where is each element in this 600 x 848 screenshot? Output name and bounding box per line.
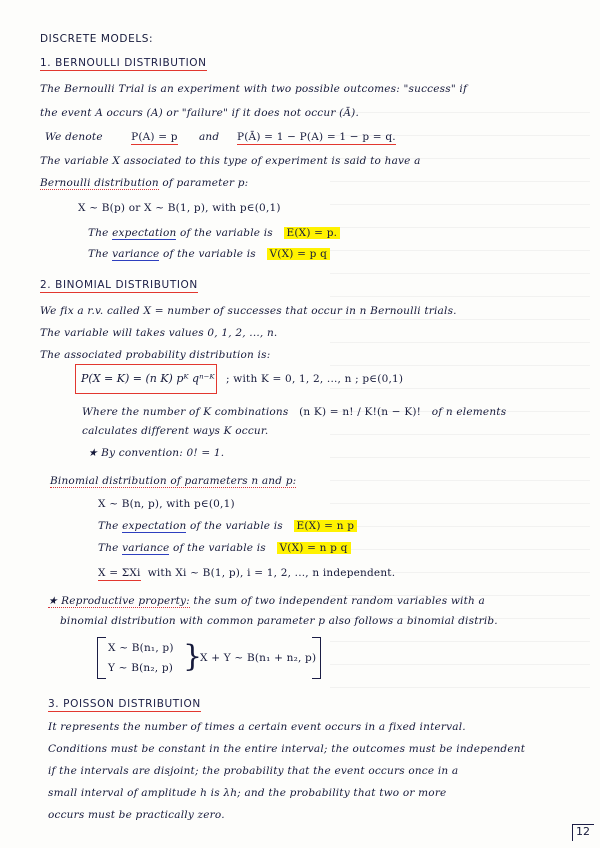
reproductive-property-line-1: ★ Reproductive property: the sum of two independent random variables with a: [48, 595, 485, 607]
bernoulli-line-2: the event A occurs (A) or "failure" if it does not occur (Ā).: [40, 107, 360, 119]
matrix-brace: }: [183, 639, 203, 674]
matrix-x-dist: X ~ B(n₁, p): [108, 642, 174, 654]
poisson-line-3: if the intervals are disjoint; the probability that the event occurs once in a: [48, 765, 459, 777]
poisson-line-5: occurs must be practically zero.: [48, 809, 225, 821]
bernoulli-expectation: The expectation of the variable is E(X) = p.: [88, 226, 340, 240]
binomial-line-3: The associated probability distribution is:: [40, 349, 271, 361]
poisson-line-4: small interval of amplitude h is λh; and the probability that two or more: [48, 787, 447, 799]
combinations-line-2: calculates different ways K occur.: [82, 425, 269, 437]
binomial-notation: X ~ B(n, p), with p∈(0,1): [98, 498, 235, 510]
bernoulli-line-1: The Bernoulli Trial is an experiment with two possible outcomes: "success" if: [40, 83, 468, 95]
combinations-formula: (n K) = n! / K!(n − K)!: [299, 406, 422, 418]
binomial-line-1: We fix a r.v. called X = number of successes that occur in n Bernoulli trials.: [40, 305, 457, 317]
bernoulli-notation: X ~ B(p) or X ~ B(1, p), with p∈(0,1): [78, 202, 281, 214]
section-heading-poisson: 3. POISSON DISTRIBUTION: [48, 698, 201, 710]
page-title: DISCRETE MODELS:: [40, 33, 154, 45]
page-number: 12: [572, 824, 594, 841]
convention-note: ★ By convention: 0! = 1.: [88, 447, 225, 459]
prob-not-a-definition: P(Ā) = 1 − P(A) = 1 − p = q.: [237, 131, 396, 143]
binomial-variance-value: V(X) = n p q: [277, 542, 351, 554]
section-heading-binomial: 2. BINOMIAL DISTRIBUTION: [40, 279, 198, 291]
prob-a-definition: P(A) = p: [131, 131, 178, 143]
binomial-variance: The variance of the variable is V(X) = n p q: [98, 541, 351, 555]
binomial-line-2: The variable will takes values 0, 1, 2, ..., n.: [40, 327, 278, 339]
bernoulli-line-3: We denote P(A) = p and P(Ā) = 1 − P(A) = 1 − p = q.: [45, 131, 396, 143]
section-heading-bernoulli: 1. BERNOULLI DISTRIBUTION: [40, 57, 207, 69]
binomial-expectation: The expectation of the variable is E(X) = n p: [98, 519, 357, 533]
matrix-right-bracket: [312, 637, 321, 679]
reproductive-property-line-2: binomial distribution with common parameter p also follows a binomial distrib.: [60, 615, 498, 627]
binomial-pmf-formula: P(X = K) = (n K) pᴷ qⁿ⁻ᴷ: [81, 372, 215, 385]
bernoulli-variance-value: V(X) = p q: [267, 248, 331, 260]
poisson-line-1: It represents the number of times a certain event occurs in a fixed interval.: [48, 721, 466, 733]
bernoulli-line-4: The variable X associated to this type of experiment is said to have a: [40, 155, 421, 167]
binomial-expectation-value: E(X) = n p: [294, 520, 358, 532]
bernoulli-variance: The variance of the variable is V(X) = p q: [88, 247, 330, 261]
bernoulli-expectation-value: E(X) = p.: [284, 227, 341, 239]
matrix-sum-dist: X + Y ~ B(n₁ + n₂, p): [200, 652, 317, 664]
matrix-y-dist: Y ~ B(n₂, p): [108, 662, 174, 674]
binomial-sum-representation: X = ΣXi with Xi ~ B(1, p), i = 1, 2, ..., n independent.: [98, 567, 396, 579]
matrix-left-bracket: [97, 637, 106, 679]
combinations-line: Where the number of K combinations (n K) = n! / K!(n − K)! of n elements: [82, 406, 507, 418]
binomial-formula-conditions: ; with K = 0, 1, 2, ..., n ; p∈(0,1): [226, 373, 404, 385]
binomial-params-intro: Binomial distribution of parameters n and p:: [50, 475, 297, 487]
bernoulli-line-5: Bernoulli distribution of parameter p:: [40, 177, 249, 189]
poisson-line-2: Conditions must be constant in the entire interval; the outcomes must be independent: [48, 743, 526, 755]
